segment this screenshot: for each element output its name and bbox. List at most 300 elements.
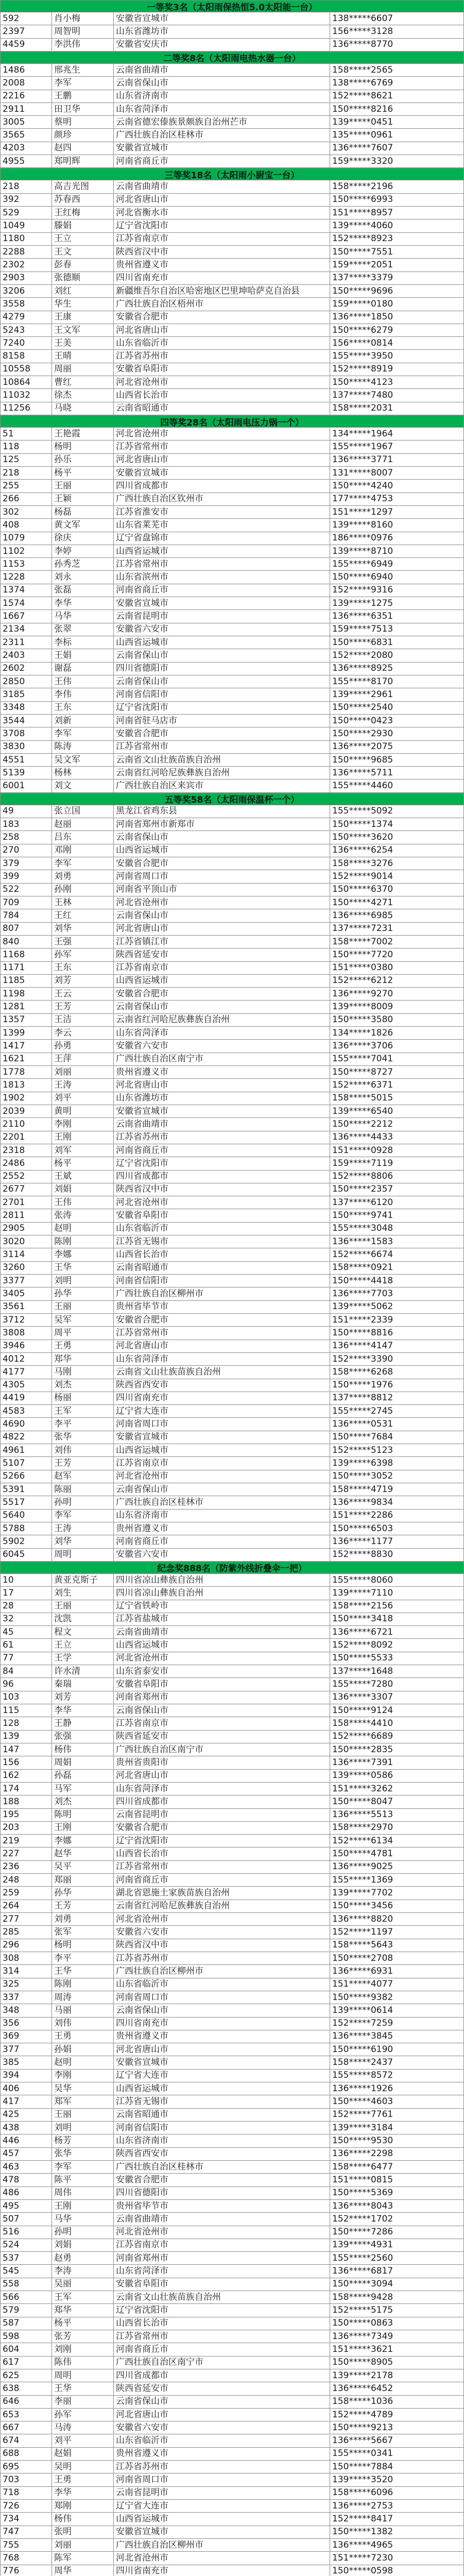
table-row bbox=[0, 2461, 464, 2473]
winner-name: 王丽 bbox=[52, 1600, 114, 1613]
phone-number: 136*****5667 bbox=[332, 2435, 393, 2446]
table-row bbox=[0, 896, 464, 909]
phone-number: 136*****8770 bbox=[332, 39, 393, 50]
phone-number: 152*****9014 bbox=[332, 871, 393, 882]
entry-number: 425 bbox=[1, 2109, 52, 2121]
entry-number: 545 bbox=[1, 2265, 52, 2277]
table-row bbox=[0, 1926, 464, 1939]
entry-number: 625 bbox=[1, 2369, 52, 2382]
winner-name: 刘杰 bbox=[52, 1379, 114, 1392]
table-row bbox=[0, 2539, 464, 2552]
winner-name: 邓刚 bbox=[52, 844, 114, 857]
section-header: 四等奖28名（太阳雨电压力锅一个） bbox=[0, 415, 464, 428]
entry-number: 558 bbox=[1, 2278, 52, 2291]
table-row bbox=[0, 77, 464, 90]
region: 云南省文山壮族苗族自治州 bbox=[114, 2291, 330, 2303]
winner-name: 王东 bbox=[52, 962, 114, 974]
winner-name: 王刚 bbox=[52, 2200, 114, 2212]
region: 四川省成都市 bbox=[114, 2369, 330, 2382]
entry-number: 3565 bbox=[1, 129, 52, 141]
phone-number: 136*****4147 bbox=[332, 1341, 393, 1351]
winner-name: 刘文 bbox=[52, 779, 114, 792]
table-row bbox=[0, 779, 464, 792]
table-row bbox=[0, 1756, 464, 1769]
entry-number: 2302 bbox=[1, 259, 52, 271]
table-row bbox=[0, 1105, 464, 1118]
region: 河南省商丘市 bbox=[114, 155, 330, 167]
region: 江苏省南京市 bbox=[114, 1457, 330, 1469]
table-row bbox=[0, 1678, 464, 1691]
region: 河南省驻马店市 bbox=[114, 715, 330, 727]
entry-number: 408 bbox=[1, 519, 52, 531]
entry-number: 638 bbox=[1, 2382, 52, 2395]
table-row bbox=[0, 1496, 464, 1509]
region: 四川省凉山彝族自治州 bbox=[114, 1574, 330, 1586]
winner-name: 王涛 bbox=[52, 1522, 114, 1535]
entry-number: 236 bbox=[1, 1861, 52, 1873]
entry-number: 2905 bbox=[1, 1223, 52, 1235]
table-row bbox=[0, 1743, 464, 1756]
table-row bbox=[0, 2448, 464, 2461]
phone-number: 136*****5513 bbox=[332, 1809, 393, 1820]
region: 河北省沧州市 bbox=[114, 1196, 330, 1209]
region: 湖北省恩施土家族苗族自治州 bbox=[114, 1887, 330, 1899]
phone-number: 150*****7551 bbox=[332, 246, 393, 257]
entry-number: 457 bbox=[1, 2148, 52, 2160]
entry-number: 1357 bbox=[1, 1014, 52, 1026]
table-row bbox=[0, 1939, 464, 1952]
entry-number: 3020 bbox=[1, 1235, 52, 1248]
phone-number: 136*****8820 bbox=[332, 1913, 393, 1924]
phone-number: 150*****2357 bbox=[332, 1184, 393, 1195]
entry-number: 188 bbox=[1, 1795, 52, 1808]
table-row bbox=[0, 975, 464, 988]
entry-number: 4822 bbox=[1, 1431, 52, 1444]
phone-number: 136*****0531 bbox=[332, 1419, 393, 1430]
region: 安徽省宣城市 bbox=[114, 12, 330, 25]
region: 山东省潍坊市 bbox=[114, 25, 330, 38]
region: 云南省保山市 bbox=[114, 2004, 330, 2016]
region: 贵州省遵义市 bbox=[114, 1066, 330, 1078]
table-row bbox=[0, 741, 464, 754]
winner-name: 刘芳 bbox=[52, 1691, 114, 1704]
phone-number: 152*****1702 bbox=[332, 2213, 393, 2224]
phone-number: 155*****2560 bbox=[332, 2252, 393, 2263]
entry-number: 2039 bbox=[1, 1105, 52, 1117]
phone-number: 159*****3320 bbox=[332, 156, 393, 166]
entry-number: 77 bbox=[1, 1652, 52, 1665]
entry-number: 3348 bbox=[1, 702, 52, 714]
winner-name: 李刚 bbox=[52, 1118, 114, 1130]
table-row bbox=[0, 532, 464, 545]
region: 四川省德阳市 bbox=[114, 2187, 330, 2199]
region: 安徽省宣城市 bbox=[114, 597, 330, 609]
region: 江苏省南京市 bbox=[114, 233, 330, 245]
winner-name: 张华 bbox=[52, 2148, 114, 2160]
table-row bbox=[0, 857, 464, 870]
phone-number: 152*****8923 bbox=[332, 233, 393, 244]
phone-number: 139*****0614 bbox=[332, 2005, 393, 2015]
phone-number: 159*****7513 bbox=[332, 624, 393, 635]
region: 云南省保山市 bbox=[114, 831, 330, 843]
entry-number: 2850 bbox=[1, 675, 52, 688]
phone-number: 139*****3520 bbox=[332, 2475, 393, 2485]
phone-number: 136*****7391 bbox=[332, 1757, 393, 1768]
winner-name: 陈丽 bbox=[52, 1483, 114, 1496]
table-row bbox=[0, 2161, 464, 2174]
entry-number: 5640 bbox=[1, 1510, 52, 1522]
winner-name: 蔡明 bbox=[52, 116, 114, 128]
entry-number: 446 bbox=[1, 2134, 52, 2147]
entry-number: 3808 bbox=[1, 1327, 52, 1339]
entry-number: 3708 bbox=[1, 727, 52, 740]
region: 山东省菏泽市 bbox=[114, 2265, 330, 2277]
entry-number: 688 bbox=[1, 2448, 52, 2460]
winner-name: 马华 bbox=[52, 610, 114, 622]
region: 陕西省汉中市 bbox=[114, 246, 330, 258]
entry-number: 3206 bbox=[1, 285, 52, 297]
phone-number: 155*****7041 bbox=[332, 1054, 393, 1064]
phone-number: 150*****0423 bbox=[332, 715, 393, 726]
winner-name: 刘平 bbox=[52, 2435, 114, 2447]
table-row bbox=[0, 1770, 464, 1783]
phone-number: 136*****3845 bbox=[332, 2031, 393, 2042]
table-row bbox=[0, 909, 464, 922]
entry-number: 264 bbox=[1, 1900, 52, 1912]
winner-name: 陈平 bbox=[52, 2174, 114, 2186]
winner-name: 王静 bbox=[52, 1717, 114, 1730]
table-row bbox=[0, 2056, 464, 2069]
phone-number: 155*****1967 bbox=[332, 442, 393, 452]
phone-number: 158*****0921 bbox=[332, 1262, 393, 1273]
entry-number: 32 bbox=[1, 1613, 52, 1625]
phone-number: 136*****2298 bbox=[332, 2148, 393, 2159]
table-row bbox=[0, 298, 464, 311]
region: 河北省沧州市 bbox=[114, 2226, 330, 2239]
entry-number: 174 bbox=[1, 1783, 52, 1795]
winner-name: 周明 bbox=[52, 1549, 114, 1561]
region: 山东省滨州市 bbox=[114, 571, 330, 583]
table-row bbox=[0, 702, 464, 715]
phone-number: 136*****3307 bbox=[332, 1692, 393, 1703]
winner-name: 王颖 bbox=[52, 493, 114, 505]
phone-number: 155*****8572 bbox=[332, 2070, 393, 2081]
winner-name: 王芳 bbox=[52, 1001, 114, 1013]
phone-number: 150*****7684 bbox=[332, 1432, 393, 1443]
entry-number: 1813 bbox=[1, 1079, 52, 1091]
winner-name: 李标 bbox=[52, 636, 114, 649]
entry-number: 709 bbox=[1, 896, 52, 909]
entry-number: 45 bbox=[1, 1626, 52, 1638]
phone-number: 151*****3621 bbox=[332, 2344, 393, 2354]
region: 安徽省合肥市 bbox=[114, 2174, 330, 2186]
table-row bbox=[0, 1366, 464, 1379]
winner-name: 马丽 bbox=[52, 2004, 114, 2016]
region: 山东省济南市 bbox=[114, 90, 330, 103]
phone-number: 150*****7720 bbox=[332, 949, 393, 960]
region: 四川省凉山彝族自治州 bbox=[114, 1587, 330, 1599]
table-row bbox=[0, 2226, 464, 2239]
entry-number: 3946 bbox=[1, 1340, 52, 1352]
winner-name: 陈刚 bbox=[52, 1235, 114, 1248]
entry-number: 592 bbox=[1, 12, 52, 25]
region: 江苏省苏州市 bbox=[114, 1131, 330, 1144]
entry-number: 2403 bbox=[1, 649, 52, 662]
region: 云南省红河哈尼族彝族自治州 bbox=[114, 1014, 330, 1026]
phone-number: 136*****6817 bbox=[332, 2266, 393, 2277]
region: 广西壮族自治区南宁市 bbox=[114, 1053, 330, 1065]
entry-number: 49 bbox=[1, 805, 52, 818]
entry-number: 1281 bbox=[1, 1001, 52, 1013]
table-row bbox=[0, 2134, 464, 2147]
winner-name: 李丽 bbox=[52, 2396, 114, 2408]
entry-number: 1417 bbox=[1, 1040, 52, 1052]
entry-number: 277 bbox=[1, 1913, 52, 1925]
region: 云南省昭通市 bbox=[114, 402, 330, 415]
table-row bbox=[0, 1549, 464, 1562]
entry-number: 2552 bbox=[1, 1171, 52, 1183]
table-row bbox=[0, 727, 464, 740]
entry-number: 6045 bbox=[1, 1549, 52, 1561]
phone-number: 151*****7230 bbox=[332, 2552, 393, 2563]
phone-number: 136*****9834 bbox=[332, 1497, 393, 1507]
winner-name: 刘军 bbox=[52, 1144, 114, 1157]
winner-name: 刘芳 bbox=[52, 975, 114, 987]
region: 四川省成都市 bbox=[114, 1795, 330, 1808]
winner-name: 程文 bbox=[52, 1626, 114, 1638]
table-row bbox=[0, 1587, 464, 1600]
winner-name: 高吉光图 bbox=[52, 180, 114, 193]
region: 河南省商丘市 bbox=[114, 1144, 330, 1157]
phone-number: 155*****7280 bbox=[332, 1679, 393, 1690]
entry-number: 2288 bbox=[1, 246, 52, 258]
entry-number: 5788 bbox=[1, 1522, 52, 1535]
phone-number: 136*****7607 bbox=[332, 143, 393, 154]
winner-name: 田卫华 bbox=[52, 103, 114, 115]
phone-number: 138*****6607 bbox=[332, 13, 393, 24]
entry-number: 807 bbox=[1, 923, 52, 935]
region: 河北省唐山市 bbox=[114, 2409, 330, 2421]
phone-number: 150*****4781 bbox=[332, 1849, 393, 1859]
winner-name: 杨伟 bbox=[52, 2513, 114, 2525]
table-row bbox=[0, 1275, 464, 1287]
table-row bbox=[0, 25, 464, 38]
region: 河北省沧州市 bbox=[114, 1470, 330, 1483]
winner-name: 孙华 bbox=[52, 1287, 114, 1300]
phone-number: 150*****4240 bbox=[332, 480, 393, 491]
entry-number: 598 bbox=[1, 2330, 52, 2343]
region: 广西壮族自治区南宁市 bbox=[114, 1743, 330, 1756]
phone-number: 152*****6674 bbox=[332, 1249, 393, 1260]
phone-number: 156*****0814 bbox=[332, 337, 393, 348]
winner-name: 孙刚 bbox=[52, 884, 114, 896]
region: 山西省运城市 bbox=[114, 2513, 330, 2525]
region: 山东省菏泽市 bbox=[114, 1783, 330, 1795]
winner-name: 王勇 bbox=[52, 2473, 114, 2486]
entry-number: 6001 bbox=[1, 779, 52, 792]
winner-name: 马刚 bbox=[52, 1366, 114, 1378]
region: 江苏省南京市 bbox=[114, 962, 330, 974]
winner-name: 刘华 bbox=[52, 923, 114, 935]
phone-number: 159*****7119 bbox=[332, 1158, 393, 1168]
entry-number: 703 bbox=[1, 2473, 52, 2486]
table-row bbox=[0, 2330, 464, 2343]
winner-name: 张翠 bbox=[52, 623, 114, 636]
entry-number: 768 bbox=[1, 2552, 52, 2564]
entry-number: 17 bbox=[1, 1587, 52, 1599]
winner-name: 王红 bbox=[52, 909, 114, 922]
phone-number: 150*****8216 bbox=[332, 104, 393, 114]
winner-name: 王丽 bbox=[52, 2109, 114, 2121]
phone-number: 152*****8417 bbox=[332, 2514, 393, 2524]
entry-number: 3114 bbox=[1, 1248, 52, 1261]
winner-name: 王伟 bbox=[52, 675, 114, 688]
winner-name: 刘伟 bbox=[52, 2018, 114, 2030]
table-row bbox=[0, 754, 464, 767]
region: 四川省德阳市 bbox=[114, 663, 330, 675]
entry-number: 524 bbox=[1, 2239, 52, 2251]
phone-number: 150*****0863 bbox=[332, 2318, 393, 2329]
table-row bbox=[0, 636, 464, 649]
region: 河北省衡水市 bbox=[114, 207, 330, 219]
region: 广西壮族自治区钦州市 bbox=[114, 493, 330, 505]
table-row bbox=[0, 884, 464, 896]
region: 辽宁省沈阳市 bbox=[114, 2304, 330, 2316]
entry-number: 2486 bbox=[1, 1157, 52, 1170]
winner-name: 刘丽 bbox=[52, 1066, 114, 1078]
region: 河南省商丘市 bbox=[114, 2343, 330, 2355]
entry-number: 314 bbox=[1, 1965, 52, 1977]
winner-name: 李平 bbox=[52, 1952, 114, 1964]
region: 江苏省淮安市 bbox=[114, 506, 330, 518]
phone-number: 136*****6452 bbox=[332, 2383, 393, 2394]
region: 江苏省常州市 bbox=[114, 1327, 330, 1339]
region: 山东省泰安市 bbox=[114, 1665, 330, 1677]
phone-number: 139*****0451 bbox=[332, 116, 393, 127]
table-row bbox=[0, 558, 464, 571]
region: 四川省成都市 bbox=[114, 1171, 330, 1183]
winner-name: 刘娟 bbox=[52, 2239, 114, 2251]
table-row bbox=[0, 831, 464, 844]
region: 安徽省合肥市 bbox=[114, 1314, 330, 1326]
region: 云南省昭通市 bbox=[114, 1262, 330, 1274]
region: 山西省运城市 bbox=[114, 975, 330, 987]
entry-number: 51 bbox=[1, 428, 52, 440]
phone-number: 136*****2753 bbox=[332, 2500, 393, 2511]
table-row bbox=[0, 1887, 464, 1900]
winner-name: 周涛 bbox=[52, 1991, 114, 2004]
region: 山东省菏泽市 bbox=[114, 103, 330, 115]
table-row bbox=[0, 623, 464, 636]
region: 河南省周口市 bbox=[114, 870, 330, 883]
table-row bbox=[0, 2004, 464, 2017]
winner-name: 孙乐 bbox=[52, 454, 114, 466]
phone-number: 155*****0341 bbox=[332, 2448, 393, 2459]
winner-name: 郑明辉 bbox=[52, 155, 114, 167]
winner-name: 马军 bbox=[52, 1783, 114, 1795]
region: 山西省运城市 bbox=[114, 1639, 330, 1651]
entry-number: 84 bbox=[1, 1665, 52, 1677]
winner-name: 王刚 bbox=[52, 1131, 114, 1144]
entry-number: 784 bbox=[1, 909, 52, 922]
phone-number: 136*****1850 bbox=[332, 312, 393, 323]
region: 贵州省遵义市 bbox=[114, 2448, 330, 2460]
table-row bbox=[0, 1665, 464, 1678]
region: 陕西省延安市 bbox=[114, 948, 330, 961]
table-row bbox=[0, 2278, 464, 2291]
phone-number: 152*****6371 bbox=[332, 1079, 393, 1090]
winner-name: 孙秀芝 bbox=[52, 558, 114, 570]
entry-number: 296 bbox=[1, 1939, 52, 1952]
phone-number: 150*****6279 bbox=[332, 325, 393, 335]
section-header: 纪念奖888名（防紫外线折叠伞一把） bbox=[0, 1562, 464, 1574]
phone-number: 158*****3276 bbox=[332, 858, 393, 869]
table-row bbox=[0, 870, 464, 883]
table-row bbox=[0, 2487, 464, 2500]
phone-number: 150*****0598 bbox=[332, 2566, 393, 2576]
winner-name: 赵华 bbox=[52, 1848, 114, 1860]
entry-number: 103 bbox=[1, 1691, 52, 1704]
entry-number: 5139 bbox=[1, 767, 52, 779]
phone-number: 134*****1964 bbox=[332, 428, 393, 439]
region: 陕西省汉中市 bbox=[114, 1939, 330, 1952]
phone-number: 186*****0976 bbox=[332, 533, 393, 544]
region: 云南省保山市 bbox=[114, 909, 330, 922]
phone-number: 158*****2437 bbox=[332, 2057, 393, 2068]
region: 安徽省宣城市 bbox=[114, 467, 330, 479]
winner-name: 沈凯 bbox=[52, 1613, 114, 1625]
region: 河北省沧州市 bbox=[114, 376, 330, 388]
winner-name: 赵丽 bbox=[52, 818, 114, 831]
table-row bbox=[0, 1223, 464, 1235]
region: 四川省南充市 bbox=[114, 1392, 330, 1404]
region: 山东省莱芜市 bbox=[114, 519, 330, 531]
winner-name: 李娜 bbox=[52, 1248, 114, 1261]
table-row bbox=[0, 324, 464, 337]
winner-name: 王美 bbox=[52, 337, 114, 349]
winner-name: 李刚 bbox=[52, 2070, 114, 2082]
phone-number: 136*****9025 bbox=[332, 1861, 393, 1872]
table-row bbox=[0, 103, 464, 116]
phone-number: 150*****2212 bbox=[332, 1118, 393, 1129]
entry-number: 495 bbox=[1, 2200, 52, 2212]
winner-name: 杨磊 bbox=[52, 506, 114, 518]
entry-number: 2701 bbox=[1, 1196, 52, 1209]
phone-number: 150*****3094 bbox=[332, 2279, 393, 2290]
region: 安徽省宣城市 bbox=[114, 1105, 330, 1117]
phone-number: 150*****9213 bbox=[332, 2422, 393, 2433]
table-row bbox=[0, 1353, 464, 1366]
entry-number: 486 bbox=[1, 2187, 52, 2199]
phone-number: 136*****6985 bbox=[332, 910, 393, 921]
region: 河南省信阳市 bbox=[114, 1275, 330, 1287]
table-row bbox=[0, 1457, 464, 1470]
table-row bbox=[0, 363, 464, 376]
table-row bbox=[0, 1014, 464, 1027]
winner-name: 王娟 bbox=[52, 649, 114, 662]
phone-number: 136*****5711 bbox=[332, 767, 393, 778]
entry-number: 1049 bbox=[1, 219, 52, 232]
table-row bbox=[0, 1040, 464, 1053]
entry-number: 4305 bbox=[1, 1379, 52, 1392]
region: 陕西省西安市 bbox=[114, 1379, 330, 1392]
entry-number: 1228 bbox=[1, 571, 52, 583]
region: 河北省唐山市 bbox=[114, 324, 330, 336]
entry-number: 4012 bbox=[1, 1353, 52, 1365]
table-row bbox=[0, 688, 464, 701]
table-row bbox=[0, 2265, 464, 2278]
phone-number: 139*****4060 bbox=[332, 221, 393, 231]
